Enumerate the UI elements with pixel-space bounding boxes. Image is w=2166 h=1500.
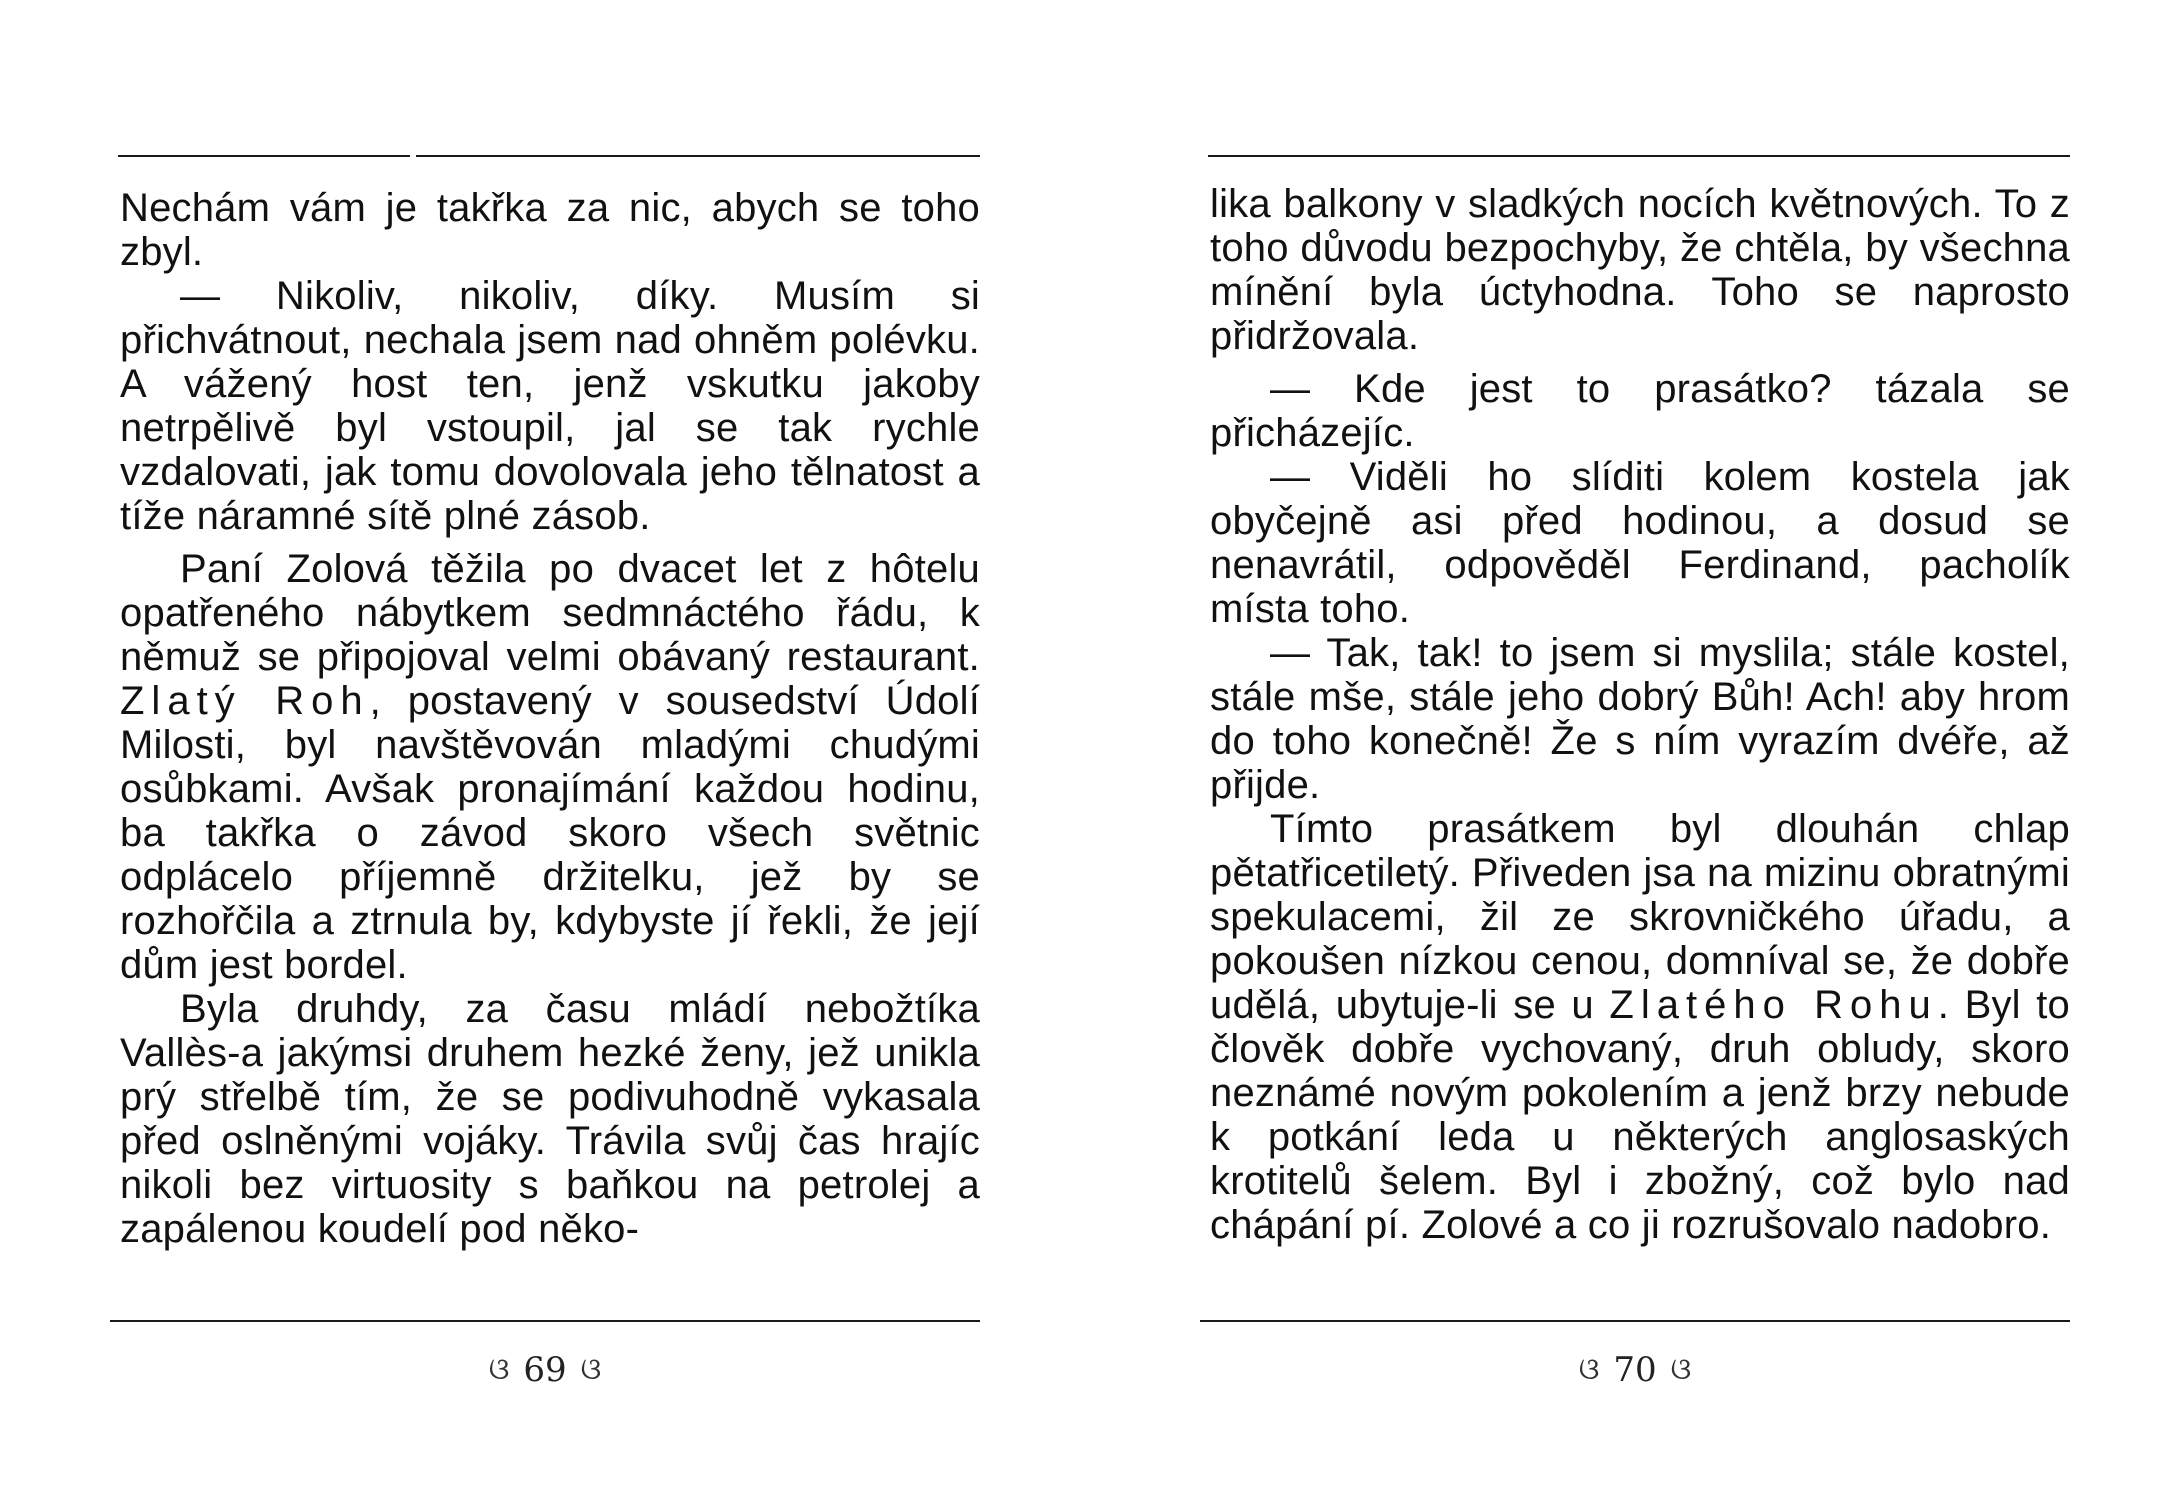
left-page — [110, 0, 980, 1500]
ornament-left-icon: ଓ — [1578, 1352, 1600, 1387]
paragraph: lika balkony v sladkých nocích květnových. To z toho důvodu bezpochyby, že chtěla, by všechna mínění byla úctyhodna. Toho se naprosto přidržovala. — [1210, 182, 2070, 358]
paragraph-text: , postavený v sousedství Údolí Milosti, byl navštěvován mladými chudými osůbkami. Avšak pronajímání každou hodinu, ba takřka o závod skoro všech světnic odplácelo příjemně držitelku, jež by se rozhořčila a ztrnula by, kdybyste jí řekli, že její dům jest bordel. — [120, 679, 981, 987]
paragraph: — Nikoliv, nikoliv, díky. Musím si přichvátnout, nechala jsem nad ohněm polévku. A vážený host ten, jenž vskutku jakoby netrpělivě byl vstoupil, jal se tak rychle vzdalovati, jak tomu dovolovala jeho tělnatost a tíže náramné sítě plné zásob. — [120, 274, 980, 538]
ornament-left-icon: ଓ — [488, 1352, 510, 1387]
paragraph — [120, 547, 980, 987]
paragraph: — Tak, tak! to jsem si myslila; stále kostel, stále mše, stále jeho dobrý Bůh! Ach! aby hrom do toho konečně! Že s ním vyrazím dvéře, až přijde. — [1210, 631, 2070, 807]
left-text-block — [120, 186, 980, 1251]
paragraph: — Kde jest to prasátko? tázala se přicházejíc. — [1210, 367, 2070, 455]
emphasized-name: Zlatý Roh — [120, 679, 370, 723]
paragraph: — Viděli ho slíditi kolem kostela jak obyčejně asi před hodinou, a dosud se nenavrátil, odpověděl Ferdinand, pacholík místa toho. — [1210, 455, 2070, 631]
paragraph — [1210, 807, 2070, 1247]
paragraph-text: Tímto prasátkem byl dlouhán chlap pětatřicetiletý. Přiveden jsa na mizinu obratnými spekulacemi, žil ze skrovničkého úřadu, a pokoušen nízkou cenou, domníval se, že dobře udělá, ubytuje-li se u — [1210, 807, 2070, 1027]
top-rule — [118, 155, 980, 157]
top-rule — [1208, 155, 2070, 157]
right-page — [1200, 0, 2070, 1500]
emphasized-name: Zlatého Rohu — [1609, 983, 1938, 1027]
ornament-right-icon: ଓ — [1670, 1352, 1692, 1387]
page-number: 70 — [1613, 1350, 1657, 1390]
bottom-rule — [110, 1320, 980, 1322]
paragraph-text: Paní Zolová těžila po dvacet let z hôtelu opatřeného nábytkem sedmnáctého řádu, k němuž se připojoval velmi obávaný restaurant. — [120, 547, 980, 679]
page-footer — [110, 1348, 980, 1390]
paragraph: Byla druhdy, za času mládí nebožtíka Vallès-a jakýmsi druhem hezké ženy, jež unikla prý střelbě tím, že se podivuhodně vykasala před oslněnými vojáky. Trávila svůj čas hrajíc nikoli bez virtuosity s baňkou na petrolej a zapálenou koudelí pod něko- — [120, 987, 980, 1251]
right-text-block — [1210, 182, 2070, 1247]
bottom-rule — [1200, 1320, 2070, 1322]
page-number: 69 — [523, 1350, 567, 1390]
paragraph: Nechám vám je takřka za nic, abych se toho zbyl. — [120, 186, 980, 274]
paragraph-text: . Byl to člověk dobře vychovaný, druh obludy, skoro neznámé novým pokolením a jenž brzy nebude k potkání leda u některých anglosaských krotitelů šelem. Byl i zbožný, což bylo nad chápání pí. Zolové a co ji rozrušovalo nadobro. — [1210, 983, 2070, 1247]
page-footer — [1200, 1348, 2070, 1390]
ornament-right-icon: ଓ — [580, 1352, 602, 1387]
